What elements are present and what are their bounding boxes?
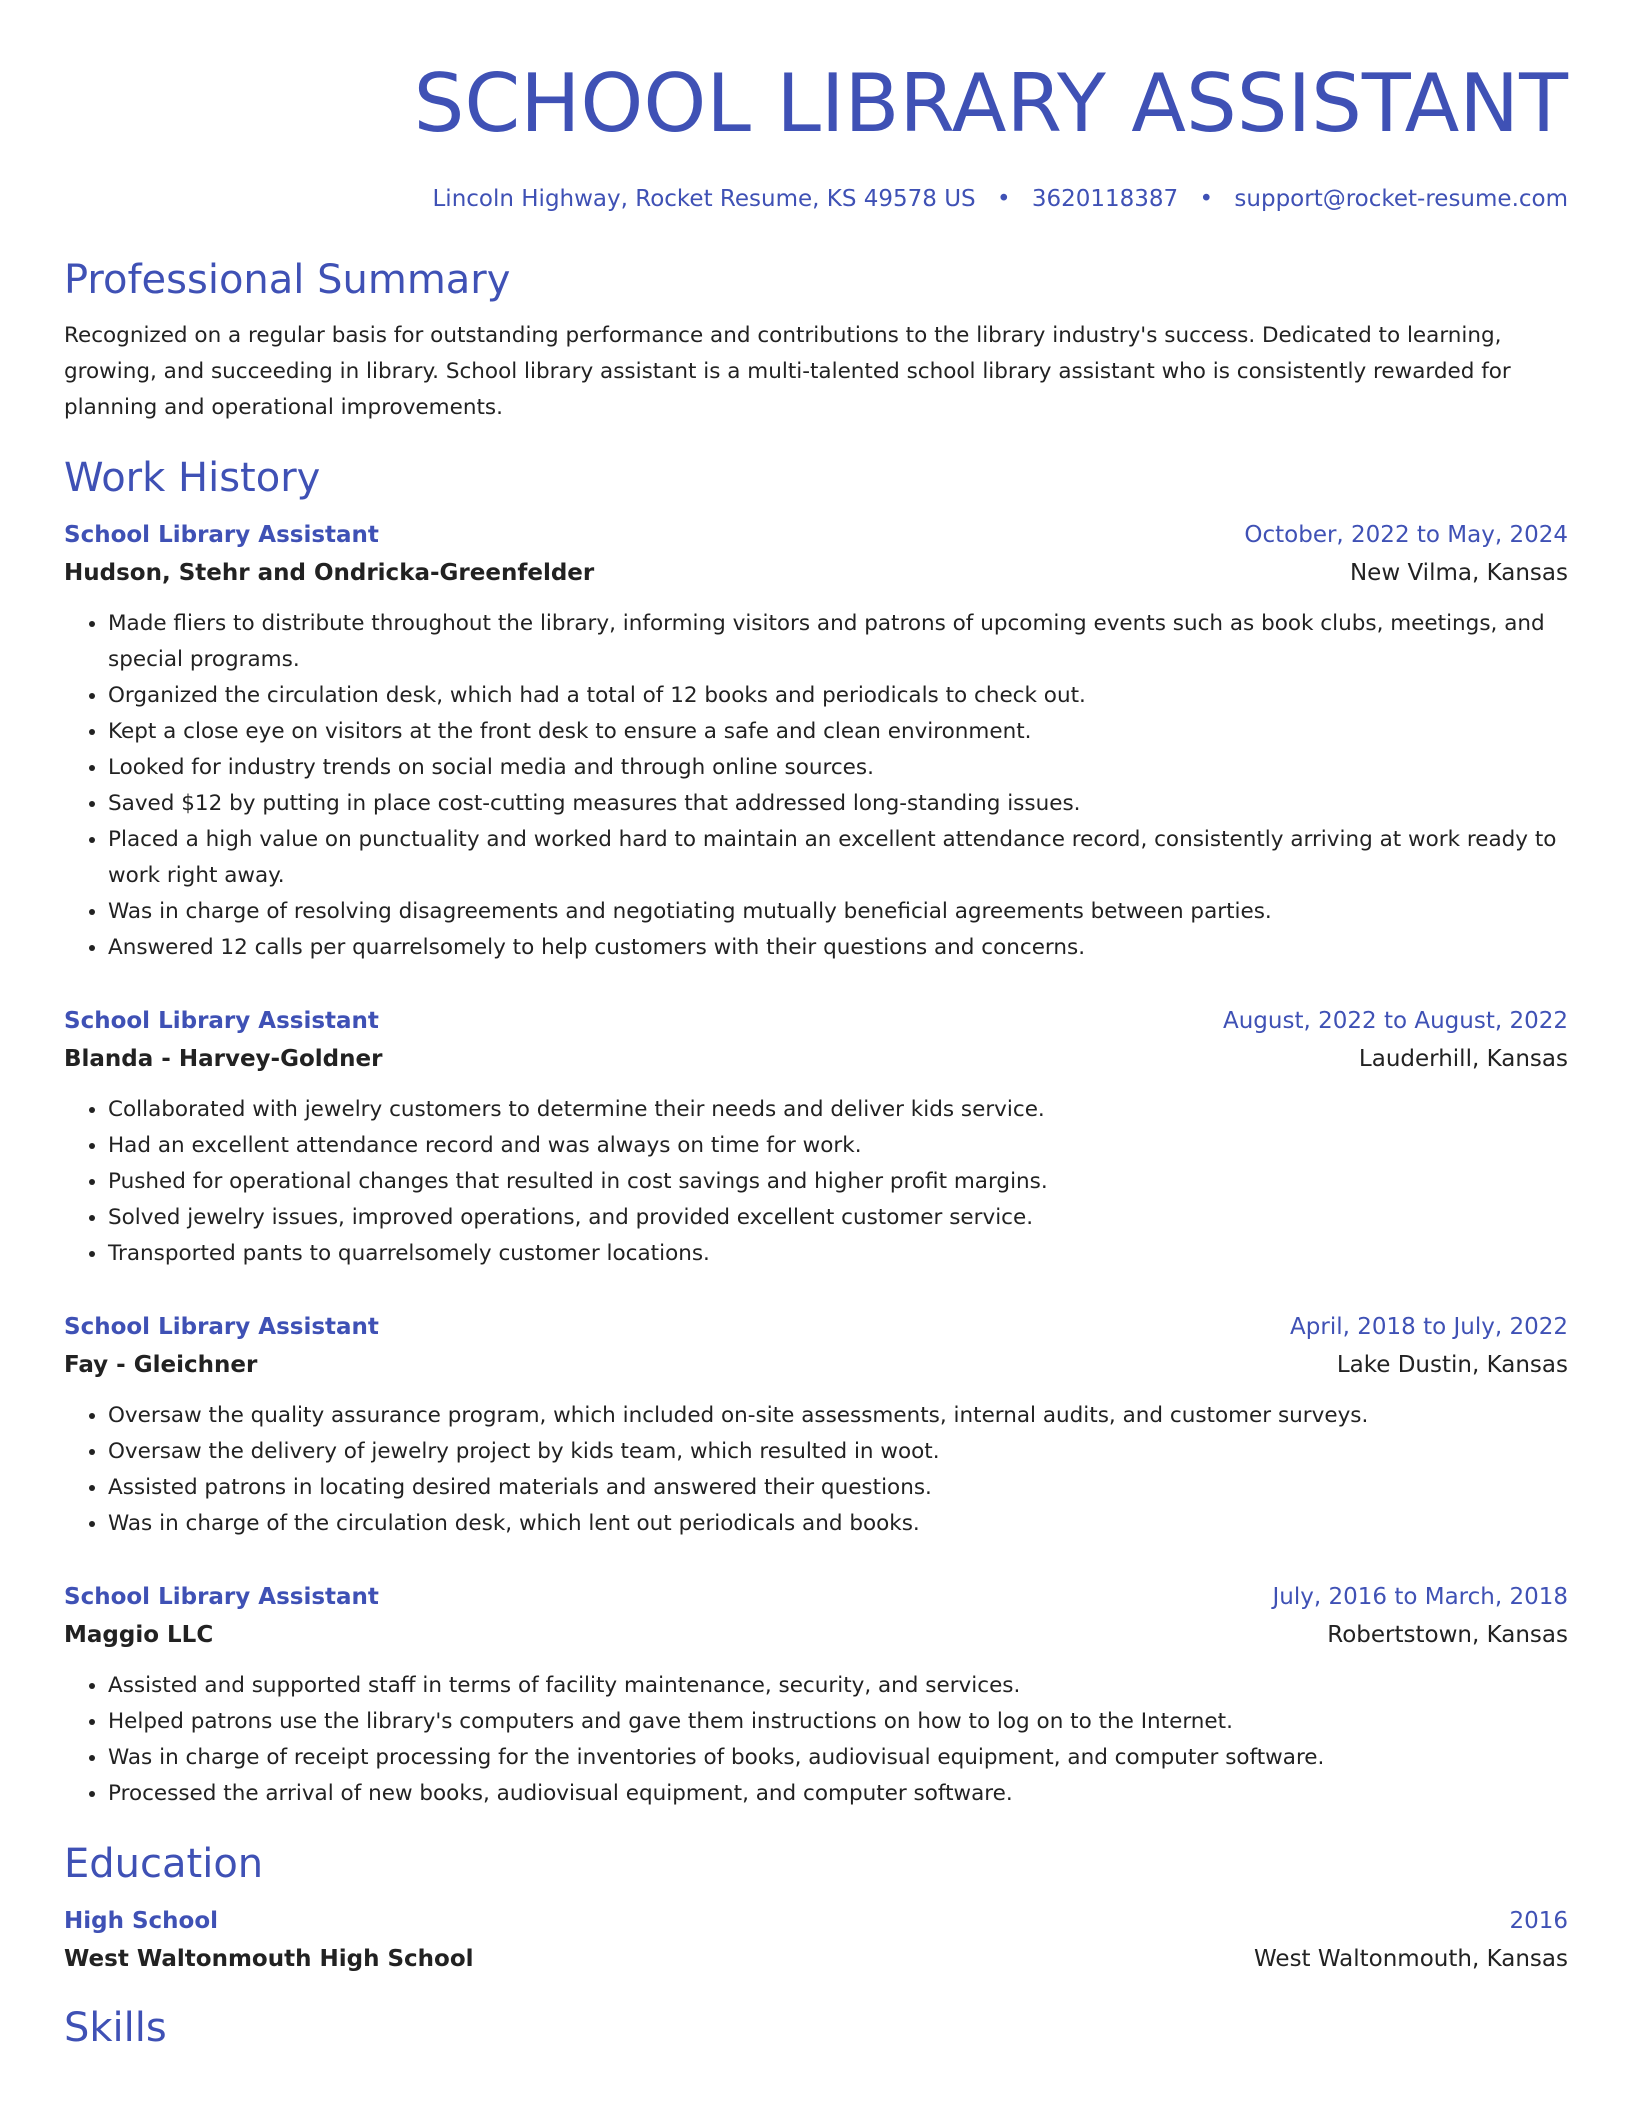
job-entry — [64, 1308, 1568, 1542]
job-bullet: • Was in charge of receipt processing for the inventories of books, audiovisual equipment, and computer software. — [108, 1740, 1568, 1776]
resume-header — [64, 0, 1568, 214]
contact-email[interactable]: support@rocket-resume.com — [1234, 186, 1568, 212]
job-company: Blanda - Harvey-Goldner — [64, 1046, 383, 1072]
job-bullet: • Transported pants to quarrelsomely customer locations. — [108, 1236, 1568, 1272]
job-location: Robertstown, Kansas — [1327, 1622, 1568, 1648]
contact-address: Lincoln Highway, Rocket Resume, KS 49578 US — [432, 186, 976, 212]
education-heading: Education — [64, 1841, 264, 1887]
job-entry — [64, 1578, 1568, 1812]
job-bullet: • Saved $12 by putting in place cost-cutting measures that addressed long-standing issues. — [108, 786, 1568, 822]
job-bullet: • Helped patrons use the library's computers and gave them instructions on how to log on to the Internet. — [108, 1704, 1568, 1740]
job-location: Lake Dustin, Kansas — [1336, 1352, 1568, 1378]
work-history-heading: Work History — [64, 455, 321, 501]
job-entry — [64, 1002, 1568, 1272]
education-school-row — [64, 1940, 1568, 1978]
job-bullet: • Collaborated with jewelry customers to determine their needs and deliver kids service. — [108, 1092, 1568, 1128]
job-dates: August, 2022 to August, 2022 — [1223, 1008, 1568, 1034]
job-bullet: • Organized the circulation desk, which had a total of 12 books and periodicals to check out. — [108, 678, 1568, 714]
job-company-row — [64, 1616, 1568, 1654]
job-title: School Library Assistant — [64, 522, 379, 548]
job-header-row — [64, 1002, 1568, 1040]
education-school: West Waltonmouth High School — [64, 1946, 474, 1972]
job-bullet: • Looked for industry trends on social media and through online sources. — [108, 750, 1568, 786]
education-degree: High School — [64, 1908, 219, 1934]
job-bullets — [64, 606, 1568, 966]
education-location: West Waltonmouth, Kansas — [1254, 1946, 1568, 1972]
contact-separator: • — [1199, 186, 1214, 212]
education-header-row — [64, 1902, 1568, 1940]
job-location: New Vilma, Kansas — [1349, 560, 1568, 586]
job-bullet: • Oversaw the quality assurance program, which included on-site assessments, internal audits, and customer surveys. — [108, 1398, 1568, 1434]
job-dates: April, 2018 to July, 2022 — [1290, 1314, 1568, 1340]
job-bullet: • Processed the arrival of new books, audiovisual equipment, and computer software. — [108, 1776, 1568, 1812]
job-company-row — [64, 1346, 1568, 1384]
job-bullet: • Was in charge of the circulation desk, which lent out periodicals and books. — [108, 1506, 1568, 1542]
job-bullet: • Oversaw the delivery of jewelry project by kids team, which resulted in woot. — [108, 1434, 1568, 1470]
candidate-name: SCHOOL LIBRARY ASSISTANT — [413, 57, 1568, 150]
job-dates: July, 2016 to March, 2018 — [1272, 1584, 1568, 1610]
job-entry — [64, 516, 1568, 966]
job-header-row — [64, 516, 1568, 554]
job-header-row — [64, 1308, 1568, 1346]
job-bullet: • Pushed for operational changes that resulted in cost savings and higher profit margins. — [108, 1164, 1568, 1200]
skills-heading: Skills — [64, 2005, 167, 2051]
job-bullet: • Kept a close eye on visitors at the front desk to ensure a safe and clean environment. — [108, 714, 1568, 750]
job-bullet: • Assisted patrons in locating desired materials and answered their questions. — [108, 1470, 1568, 1506]
job-title: School Library Assistant — [64, 1584, 379, 1610]
job-company: Fay - Gleichner — [64, 1352, 258, 1378]
job-company-row — [64, 554, 1568, 592]
job-dates: October, 2022 to May, 2024 — [1244, 522, 1568, 548]
job-title: School Library Assistant — [64, 1314, 379, 1340]
job-company: Maggio LLC — [64, 1622, 214, 1648]
job-bullet: • Placed a high value on punctuality and worked hard to maintain an excellent attendance record, consistently arriving at work ready to work right away. — [108, 822, 1568, 894]
contact-phone: 3620118387 — [1031, 186, 1179, 212]
contact-separator: • — [996, 186, 1011, 212]
education-year: 2016 — [1509, 1908, 1568, 1934]
job-bullet: • Answered 12 calls per quarrelsomely to help customers with their questions and concerns. — [108, 930, 1568, 966]
job-header-row — [64, 1578, 1568, 1616]
summary-text: Recognized on a regular basis for outstanding performance and contributions to the library industry's success. Dedicated to learning, growing, and succeeding in library. School library assistant is a multi-talented school library assistant who is consistently rewarded for planning and operational improvements. — [64, 323, 1511, 420]
job-bullet: • Assisted and supported staff in terms of facility maintenance, security, and services. — [108, 1668, 1568, 1704]
contact-line — [64, 184, 1568, 214]
job-bullet: • Was in charge of resolving disagreements and negotiating mutually beneficial agreements between parties. — [108, 894, 1568, 930]
job-company: Hudson, Stehr and Ondricka-Greenfelder — [64, 560, 595, 586]
job-bullets — [64, 1668, 1568, 1812]
job-location: Lauderhill, Kansas — [1358, 1046, 1568, 1072]
job-company-row — [64, 1040, 1568, 1078]
summary-heading: Professional Summary — [64, 257, 511, 303]
job-bullets — [64, 1398, 1568, 1542]
job-bullet: • Had an excellent attendance record and was always on time for work. — [108, 1128, 1568, 1164]
job-bullet: • Made fliers to distribute throughout the library, informing visitors and patrons of upcoming events such as book clubs, meetings, and special programs. — [108, 606, 1568, 678]
job-bullets — [64, 1092, 1568, 1272]
education-entry — [64, 1902, 1568, 1978]
job-bullet: • Solved jewelry issues, improved operations, and provided excellent customer service. — [108, 1200, 1568, 1236]
job-title: School Library Assistant — [64, 1008, 379, 1034]
